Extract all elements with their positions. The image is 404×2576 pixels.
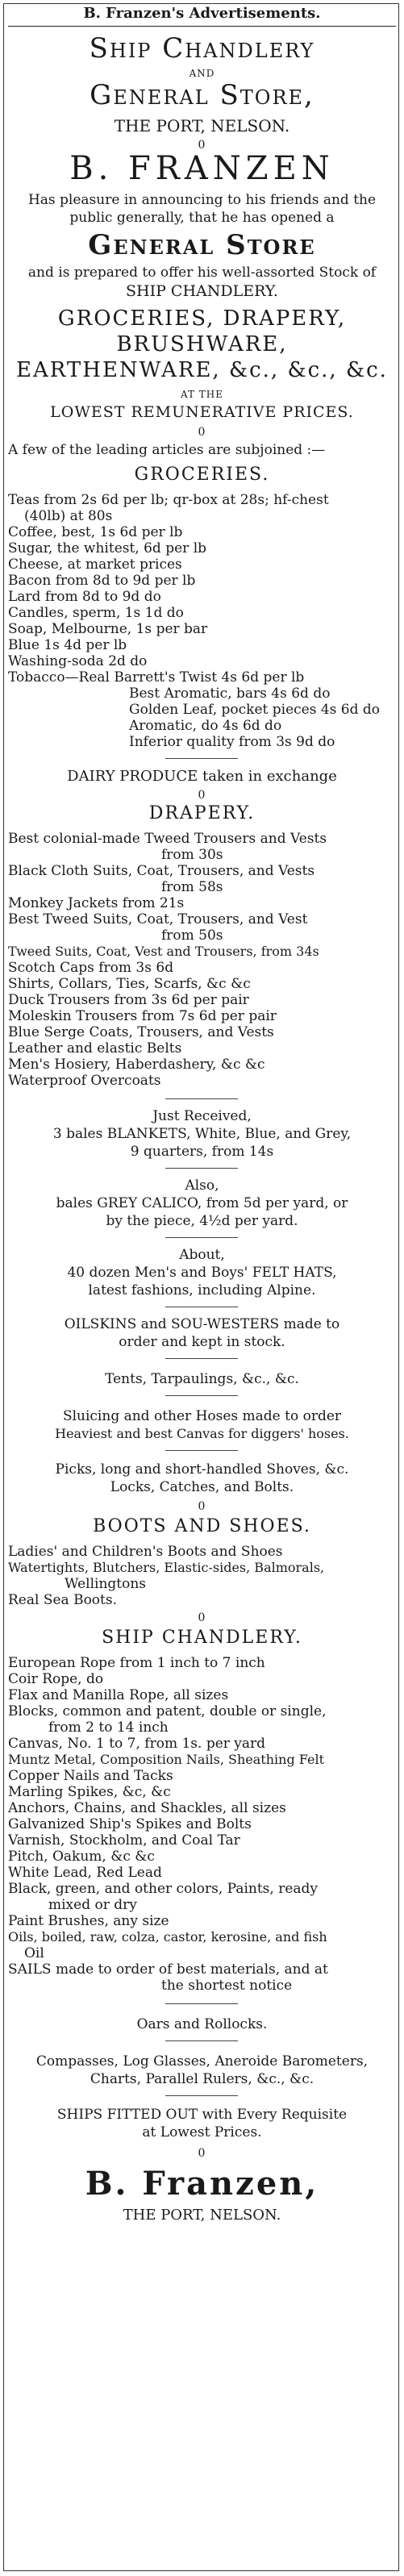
chandlery-item: Galvanized Ship's Spikes and Bolts	[8, 1816, 252, 1832]
drapery-item: Monkey Jackets from 21s	[8, 895, 185, 911]
chandlery-item: SAILS made to order of best materials, and at	[8, 1961, 328, 1978]
divider-ornament: 0	[198, 139, 206, 152]
section-divider	[165, 758, 238, 759]
picks-line-1: Picks, long and short-handled Shoves, &c.	[55, 1461, 349, 1478]
divider-ornament: 0	[198, 2147, 206, 2160]
hats-line-2: latest fashions, including Alpine.	[88, 1282, 316, 1298]
drapery-item: Blue Serge Coats, Trousers, and Vests	[8, 1024, 274, 1040]
title-and: AND	[189, 68, 215, 79]
header-rule	[8, 26, 396, 27]
chandlery-item: Copper Nails and Tacks	[8, 1768, 173, 1784]
groceries-item: Cheese, at market prices	[8, 556, 182, 573]
boots-item: Watertights, Blutchers, Elastic-sides, Balmorals,	[8, 1560, 325, 1575]
groceries-item: Candles, sperm, 1s 1d do	[8, 605, 184, 621]
chandlery-item: Coir Rope, do	[8, 1671, 104, 1687]
merchant-name: B. FRANZEN	[69, 150, 335, 187]
chandlery-item: European Rope from 1 inch to 7 inch	[8, 1655, 265, 1671]
section-divider	[165, 2095, 238, 2096]
groceries-item: Aromatic, do 4s 6d do	[129, 718, 282, 734]
chandlery-item: Varnish, Stockholm, and Coal Tar	[8, 1832, 240, 1849]
drapery-item: Scotch Caps from 3s 6d	[8, 960, 174, 976]
drapery-item: Waterproof Overcoats	[8, 1073, 161, 1089]
compasses-line-1: Compasses, Log Glasses, Aneroide Barometers,	[35, 2053, 369, 2070]
groceries-item: Golden Leaf, pocket pieces 4s 6d do	[129, 702, 381, 718]
section-divider	[165, 1395, 238, 1396]
page-header: B. Franzen's Advertisements.	[83, 5, 321, 22]
divider-ornament: 0	[198, 1500, 206, 1513]
goods-line-2: BRUSHWARE,	[116, 332, 288, 356]
chandlery-item: Flax and Manilla Rope, all sizes	[8, 1687, 229, 1703]
chandlery-item: Muntz Metal, Composition Nails, Sheathing Felt	[8, 1752, 325, 1767]
groceries-item: Inferior quality from 3s 9d do	[129, 734, 335, 750]
chandlery-item: mixed or dry	[48, 1897, 137, 1913]
boots-item: Ladies' and Children's Boots and Shoes	[8, 1544, 283, 1560]
just-received: Just Received,	[152, 1108, 252, 1124]
groceries-item: Bacon from 8d to 9d per lb	[8, 573, 196, 589]
ship-chandlery-line: SHIP CHANDLERY.	[126, 282, 278, 300]
lowest-prices: LOWEST REMUNERATIVE PRICES.	[50, 403, 354, 421]
goods-line-1: GROCERIES, DRAPERY,	[57, 306, 347, 331]
section-divider	[165, 2003, 238, 2004]
drapery-item: Shirts, Collars, Ties, Scarfs, &c &c	[8, 976, 251, 992]
drapery-item: from 30s	[161, 847, 223, 863]
picks-line-2: Locks, Catches, and Bolts.	[110, 1479, 294, 1495]
drapery-item: Best Tweed Suits, Coat, Trousers, and Vest	[8, 911, 308, 927]
calico-line-2: by the piece, 4½d per yard.	[106, 1213, 298, 1229]
drapery-heading: DRAPERY.	[148, 803, 256, 823]
divider-ornament: 0	[198, 789, 206, 802]
groceries-item: Coffee, best, 1s 6d per lb	[8, 524, 183, 540]
tents-line: Tents, Tarpaulings, &c., &c.	[105, 1371, 299, 1387]
boots-item: Wellingtons	[65, 1576, 147, 1592]
oilskins-line-2: order and kept in stock.	[119, 1334, 285, 1350]
oars-line: Oars and Rollocks.	[136, 2016, 268, 2032]
sluicing-line-2: Heaviest and best Canvas for diggers' hoses.	[55, 1426, 349, 1441]
section-divider	[165, 1358, 238, 1359]
title-general-store: General Store,	[90, 79, 314, 111]
blankets-line-2: 9 quarters, from 14s	[130, 1144, 274, 1160]
groceries-item: Blue 1s 4d per lb	[8, 637, 127, 653]
hats-line-1: 40 dozen Men's and Boys' FELT HATS,	[67, 1265, 337, 1281]
calico-line-1: bales GREY CALICO, from 5d per yard, or	[56, 1195, 348, 1211]
section-divider	[165, 1098, 238, 1099]
drapery-item: Leather and elastic Belts	[8, 1040, 182, 1057]
drapery-item: from 58s	[161, 879, 223, 895]
boots-heading: BOOTS AND SHOES.	[93, 1516, 311, 1536]
intro-line-2: public generally, that he has opened a	[69, 210, 335, 226]
section-divider	[165, 2040, 238, 2041]
divider-ornament: 0	[198, 1611, 206, 1624]
chandlery-item: Anchors, Chains, and Shackles, all sizes	[8, 1800, 286, 1816]
chandlery-item: Black, green, and other colors, Paints, ready	[8, 1881, 319, 1897]
chandlery-item: Oils, boiled, raw, colza, castor, kerosine, and fish	[8, 1929, 327, 1945]
chandlery-item: Paint Brushes, any size	[8, 1913, 169, 1929]
ships-fitted-line-1: SHIPS FITTED OUT with Every Requisite	[56, 2107, 348, 2123]
drapery-item: Best colonial-made Tweed Trousers and Vests	[8, 831, 327, 847]
groceries-item: Tobacco—Real Barrett's Twist 4s 6d per lb	[8, 669, 305, 686]
drapery-item: Duck Trousers from 3s 6d per pair	[8, 992, 249, 1008]
groceries-item: Soap, Melbourne, 1s per bar	[8, 621, 208, 637]
dairy-produce-line: DAIRY PRODUCE taken in exchange	[67, 768, 337, 785]
at-the: AT THE	[180, 389, 224, 400]
drapery-item: Moleskin Trousers from 7s 6d per pair	[8, 1008, 277, 1024]
divider-ornament: 0	[198, 426, 206, 439]
drapery-item: Black Cloth Suits, Coat, Trousers, and Vests	[8, 863, 315, 879]
chandlery-item: Canvas, No. 1 to 7, from 1s. per yard	[8, 1736, 266, 1752]
footer-merchant-name: B. Franzen,	[85, 2165, 319, 2203]
chandlery-item: Blocks, common and patent, double or single,	[8, 1703, 327, 1719]
about-line: About,	[179, 1247, 225, 1263]
blankets-line-1: 3 bales BLANKETS, White, Blue, and Grey,	[52, 1126, 352, 1142]
chandlery-item: the shortest notice	[161, 1978, 293, 1994]
subjoined-line: A few of the leading articles are subjoined :—	[8, 442, 326, 458]
groceries-item: Lard from 8d to 9d do	[8, 589, 161, 605]
intro-line-1: Has pleasure in announcing to his friends and the	[27, 192, 377, 208]
section-divider	[165, 1168, 238, 1169]
groceries-item: Washing-soda 2d do	[8, 653, 148, 669]
groceries-item: (40lb) at 80s	[24, 508, 113, 524]
chandlery-item: from 2 to 14 inch	[48, 1719, 169, 1736]
title-location: THE PORT, NELSON.	[114, 116, 290, 135]
sluicing-line-1: Sluicing and other Hoses made to order	[62, 1408, 342, 1424]
also-line: Also,	[185, 1178, 219, 1194]
groceries-heading: GROCERIES.	[134, 465, 270, 485]
chandlery-item: Marling Spikes, &c, &c	[8, 1784, 171, 1800]
general-store-heading: General Store	[88, 229, 316, 261]
oilskins-line-1: OILSKINS and SOU-WESTERS made to	[64, 1316, 340, 1332]
title-ship-chandlery: Ship Chandlery	[89, 32, 315, 65]
compasses-line-2: Charts, Parallel Rulers, &c., &c.	[90, 2071, 314, 2087]
drapery-item: Tweed Suits, Coat, Vest and Trousers, from 34s	[8, 944, 319, 959]
section-divider	[165, 1237, 238, 1238]
prepared-line: and is prepared to offer his well-assorted Stock of	[27, 265, 377, 281]
drapery-item: Men's Hosiery, Haberdashery, &c &c	[8, 1057, 265, 1073]
footer-location: THE PORT, NELSON.	[123, 2207, 281, 2224]
section-divider	[165, 1450, 238, 1451]
groceries-item: Best Aromatic, bars 4s 6d do	[129, 686, 331, 702]
ships-fitted-line-2: at Lowest Prices.	[142, 2124, 262, 2140]
chandlery-item: Oil	[24, 1945, 44, 1961]
groceries-item: Sugar, the whitest, 6d per lb	[8, 540, 207, 556]
drapery-item: from 50s	[161, 927, 223, 944]
goods-line-3: EARTHENWARE, &c., &c., &c.	[16, 358, 388, 382]
chandlery-item: White Lead, Red Lead	[8, 1865, 162, 1881]
chandlery-item: Pitch, Oakum, &c &c	[8, 1849, 155, 1865]
groceries-item: Teas from 2s 6d per lb; qr-box at 28s; hf-chest	[8, 492, 329, 508]
boots-item: Real Sea Boots.	[8, 1592, 118, 1608]
ship-chandlery-heading: SHIP CHANDLERY.	[102, 1628, 302, 1648]
